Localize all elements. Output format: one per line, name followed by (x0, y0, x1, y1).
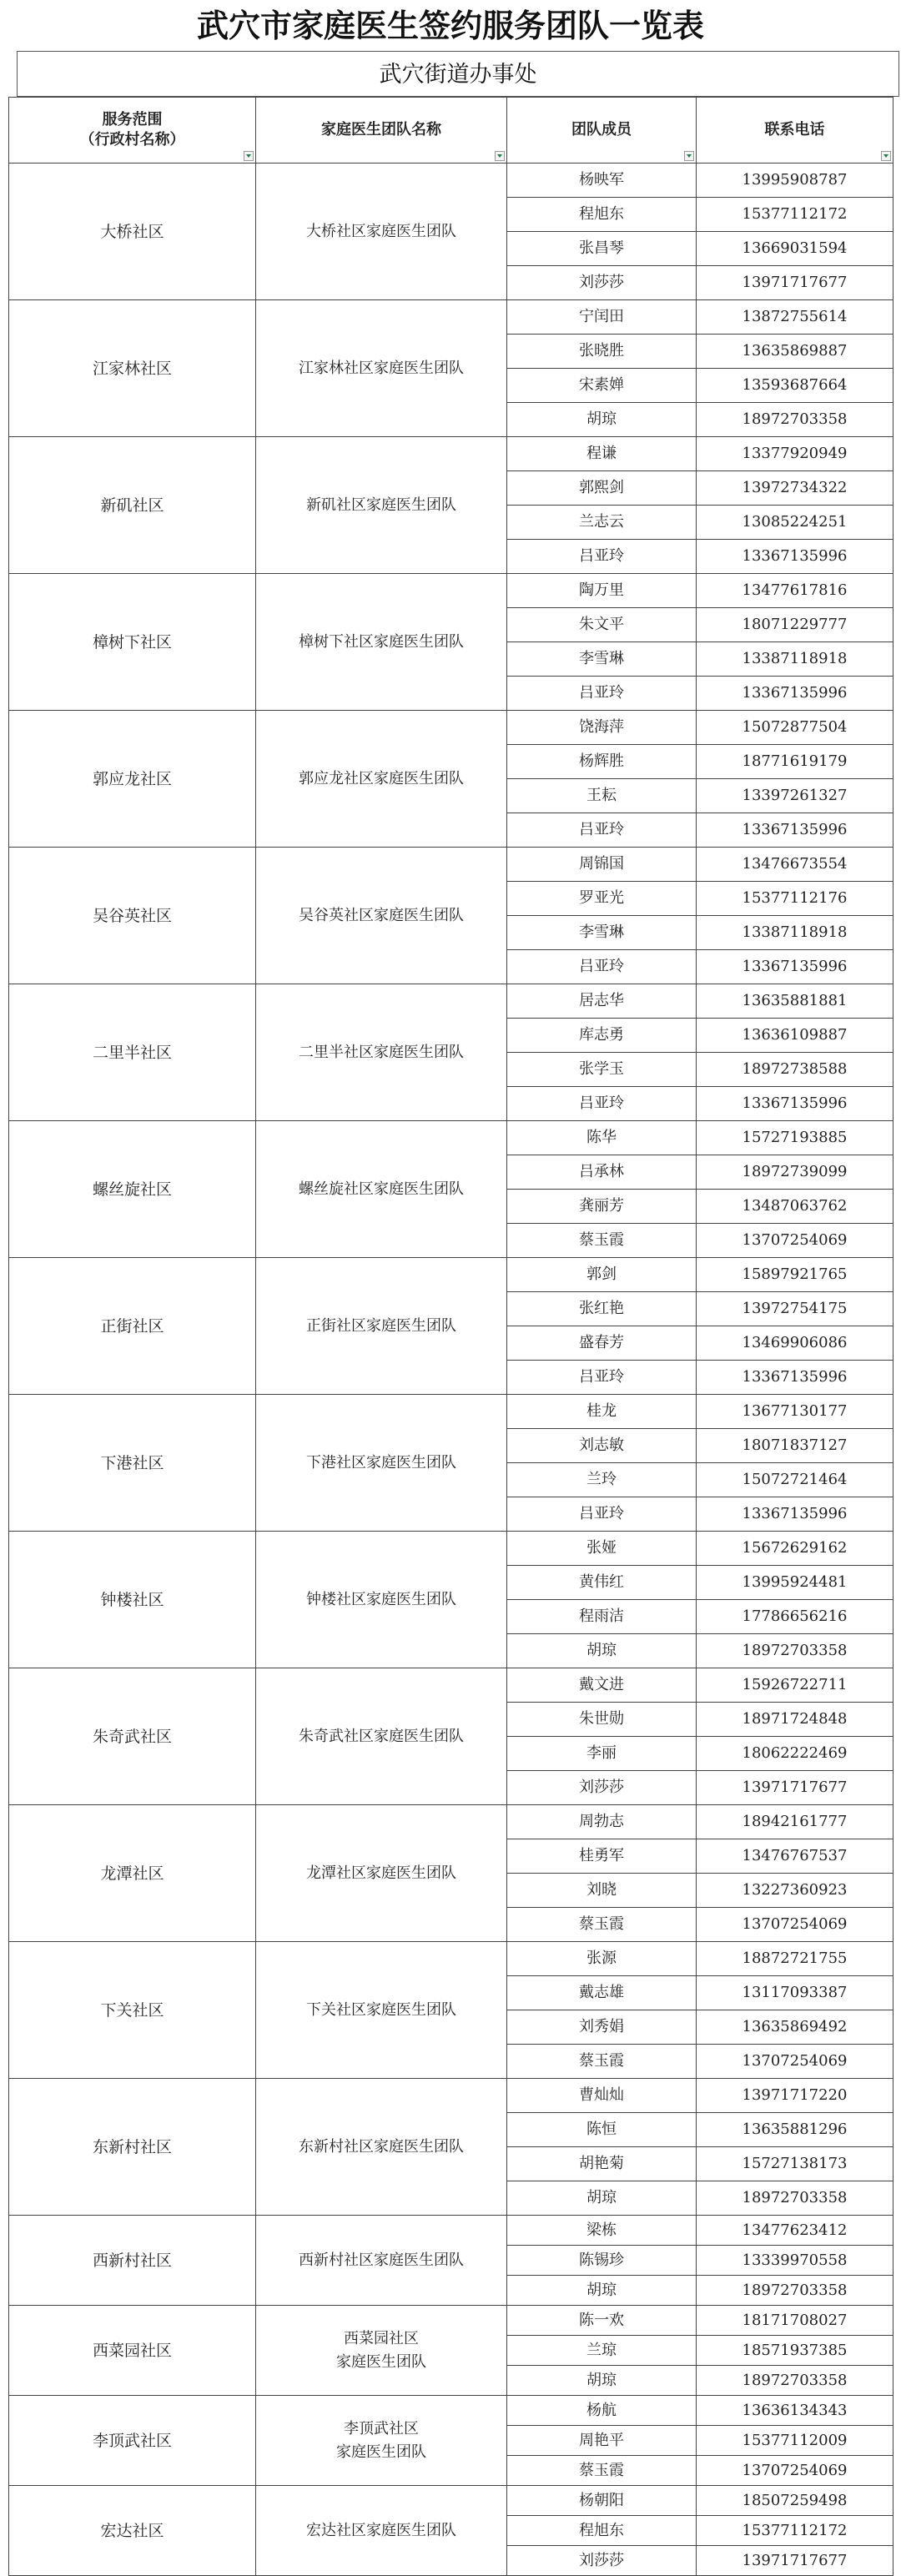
phone-cell: 13635881296 (697, 2113, 893, 2147)
member-name-cell: 蔡玉霞 (507, 2456, 697, 2486)
team-name-cell (256, 2396, 507, 2486)
member-name-cell: 吕亚玲 (507, 677, 697, 711)
phone-cell: 13377920949 (697, 437, 893, 471)
phone-cell: 15377112172 (697, 2516, 893, 2546)
table-row (9, 1121, 893, 1155)
office-name-row: 武穴街道办事处 (17, 51, 899, 97)
member-name-cell: 戴志雄 (507, 1976, 697, 2010)
phone-cell: 18942161777 (697, 1805, 893, 1839)
member-name-cell: 蔡玉霞 (507, 1224, 697, 1258)
member-name-cell: 刘晓 (507, 1874, 697, 1908)
team-name-line: 李顶武社区 (344, 2419, 419, 2438)
member-name-cell: 刘莎莎 (507, 266, 697, 300)
member-name-cell: 吕承林 (507, 1155, 697, 1190)
header-phone-label: 联系电话 (764, 121, 825, 138)
phone-cell: 13707254069 (697, 2456, 893, 2486)
table-row (9, 1942, 893, 1976)
team-name-line: 正街社区家庭医生团队 (306, 1316, 456, 1335)
phone-cell: 13085224251 (697, 506, 893, 540)
team-name-cell (256, 848, 507, 984)
member-name-cell: 黄伟红 (507, 1566, 697, 1600)
phone-cell: 18071229777 (697, 608, 893, 642)
community-cell: 下关社区 (9, 1942, 256, 2079)
phone-cell: 18972738588 (697, 1053, 893, 1087)
phone-cell: 15072877504 (697, 711, 893, 745)
community-cell: 下港社区 (9, 1395, 256, 1532)
team-name-line: 下港社区家庭医生团队 (306, 1453, 456, 1472)
phone-cell: 13367135996 (697, 1361, 893, 1395)
table-row (9, 574, 893, 608)
phone-cell: 18972703358 (697, 1634, 893, 1668)
phone-cell: 13487063762 (697, 1190, 893, 1224)
table-body (9, 164, 893, 2576)
phone-cell: 13636134343 (697, 2396, 893, 2426)
team-name-line: 西菜园社区 (344, 2329, 419, 2347)
member-name-cell: 程旭东 (507, 198, 697, 232)
member-name-cell: 张昌琴 (507, 232, 697, 266)
phone-cell: 13117093387 (697, 1976, 893, 2010)
community-cell: 吴谷英社区 (9, 848, 256, 984)
table-row (9, 1668, 893, 1703)
filter-dropdown-icon[interactable] (495, 151, 505, 161)
community-cell: 西菜园社区 (9, 2306, 256, 2396)
phone-cell: 18972703358 (697, 403, 893, 437)
phone-cell: 13397261327 (697, 779, 893, 813)
phone-cell: 13469906086 (697, 1326, 893, 1361)
header-phone (697, 98, 893, 164)
member-name-cell: 王耘 (507, 779, 697, 813)
member-name-cell: 宁闰田 (507, 300, 697, 335)
table-row (9, 164, 893, 198)
member-name-cell: 陶万里 (507, 574, 697, 608)
member-name-cell: 蔡玉霞 (507, 1908, 697, 1942)
phone-cell: 13707254069 (697, 1224, 893, 1258)
phone-cell: 15072721464 (697, 1463, 893, 1497)
team-name-cell (256, 164, 507, 300)
phone-cell: 15672629162 (697, 1532, 893, 1566)
member-name-cell: 饶海萍 (507, 711, 697, 745)
phone-cell: 15377112009 (697, 2426, 893, 2456)
table-row (9, 848, 893, 882)
table-row (9, 2306, 893, 2336)
team-name-cell (256, 711, 507, 848)
phone-cell: 18872721755 (697, 1942, 893, 1976)
member-name-cell: 梁栋 (507, 2216, 697, 2246)
team-name-line: 朱奇武社区家庭医生团队 (299, 1727, 464, 1745)
member-name-cell: 朱世勋 (507, 1703, 697, 1737)
phone-cell: 15727138173 (697, 2147, 893, 2181)
member-name-cell: 宋素婵 (507, 369, 697, 403)
table-row (9, 1395, 893, 1429)
phone-cell: 13367135996 (697, 813, 893, 848)
team-name-line: 江家林社区家庭医生团队 (299, 359, 464, 377)
team-name-cell (256, 1532, 507, 1668)
table-row (9, 1258, 893, 1292)
phone-cell: 13971717677 (697, 1771, 893, 1805)
team-name-line: 二里半社区家庭医生团队 (299, 1043, 464, 1061)
table-row (9, 711, 893, 745)
phone-cell: 15727193885 (697, 1121, 893, 1155)
phone-cell: 13476673554 (697, 848, 893, 882)
member-name-cell: 周勃志 (507, 1805, 697, 1839)
phone-cell: 18971724848 (697, 1703, 893, 1737)
community-cell: 二里半社区 (9, 984, 256, 1121)
community-cell: 李顶武社区 (9, 2396, 256, 2486)
member-name-cell: 刘莎莎 (507, 1771, 697, 1805)
member-name-cell: 周锦国 (507, 848, 697, 882)
member-name-cell: 兰玲 (507, 1463, 697, 1497)
member-name-cell: 吕亚玲 (507, 1361, 697, 1395)
member-name-cell: 陈一欢 (507, 2306, 697, 2336)
team-name-cell (256, 2306, 507, 2396)
member-name-cell: 杨映军 (507, 164, 697, 198)
team-name-cell (256, 300, 507, 437)
member-name-cell: 朱文平 (507, 608, 697, 642)
member-name-cell: 兰琼 (507, 2336, 697, 2366)
member-name-cell: 居志华 (507, 984, 697, 1019)
filter-dropdown-icon[interactable] (244, 151, 254, 161)
member-name-cell: 杨辉胜 (507, 745, 697, 779)
phone-cell: 13227360923 (697, 1874, 893, 1908)
member-name-cell: 陈华 (507, 1121, 697, 1155)
team-name-cell (256, 1942, 507, 2079)
header-team-name-label: 家庭医生团队名称 (321, 121, 441, 138)
member-name-cell: 张晓胜 (507, 335, 697, 369)
team-name-line: 下关社区家庭医生团队 (306, 2000, 456, 2019)
member-name-cell: 罗亚光 (507, 882, 697, 916)
phone-cell: 13635881881 (697, 984, 893, 1019)
member-name-cell: 杨朝阳 (507, 2486, 697, 2516)
member-name-cell: 周艳平 (507, 2426, 697, 2456)
community-cell: 西新村社区 (9, 2216, 256, 2306)
table-row (9, 437, 893, 471)
member-name-cell: 李雪琳 (507, 642, 697, 677)
phone-cell: 13636109887 (697, 1019, 893, 1053)
member-name-cell: 张学玉 (507, 1053, 697, 1087)
team-name-line: 钟楼社区家庭医生团队 (306, 1590, 456, 1608)
phone-cell: 13387118918 (697, 916, 893, 950)
phone-cell: 13635869887 (697, 335, 893, 369)
community-cell: 螺丝旋社区 (9, 1121, 256, 1258)
team-name-line: 郭应龙社区家庭医生团队 (299, 769, 464, 787)
member-name-cell: 桂龙 (507, 1395, 697, 1429)
member-name-cell: 张源 (507, 1942, 697, 1976)
team-name-line: 家庭医生团队 (336, 2443, 426, 2461)
member-name-cell: 郭剑 (507, 1258, 697, 1292)
member-name-cell: 吕亚玲 (507, 1087, 697, 1121)
phone-cell: 18062222469 (697, 1737, 893, 1771)
phone-cell: 13635869492 (697, 2010, 893, 2045)
phone-cell: 13707254069 (697, 1908, 893, 1942)
phone-cell: 13477623412 (697, 2216, 893, 2246)
phone-cell: 13367135996 (697, 1087, 893, 1121)
phone-cell: 13367135996 (697, 950, 893, 984)
member-name-cell: 郭熙剑 (507, 471, 697, 506)
community-cell: 东新村社区 (9, 2079, 256, 2216)
team-name-line: 螺丝旋社区家庭医生团队 (299, 1180, 464, 1198)
team-name-line: 吴谷英社区家庭医生团队 (299, 906, 464, 924)
table-row (9, 300, 893, 335)
header-team-members-label: 团队成员 (571, 121, 632, 138)
member-name-cell: 胡琼 (507, 1634, 697, 1668)
team-name-cell (256, 2079, 507, 2216)
member-name-cell: 刘志敏 (507, 1429, 697, 1463)
phone-cell: 18972703358 (697, 2276, 893, 2306)
member-name-cell: 刘秀娟 (507, 2010, 697, 2045)
community-cell: 樟树下社区 (9, 574, 256, 711)
phone-cell: 13367135996 (697, 540, 893, 574)
phone-cell: 13995924481 (697, 1566, 893, 1600)
team-name-line: 西新村社区家庭医生团队 (299, 2251, 464, 2269)
page-title: 武穴市家庭医生签约服务团队一览表 (196, 7, 704, 44)
member-name-cell: 陈锡珍 (507, 2246, 697, 2276)
phone-cell: 13677130177 (697, 1395, 893, 1429)
header-row (9, 98, 893, 164)
phone-cell: 13995908787 (697, 164, 893, 198)
table-row (9, 984, 893, 1019)
member-name-cell: 兰志云 (507, 506, 697, 540)
filter-dropdown-icon[interactable] (684, 151, 694, 161)
member-name-cell: 胡艳菊 (507, 2147, 697, 2181)
team-name-line: 家庭医生团队 (336, 2352, 426, 2371)
team-name-cell (256, 1395, 507, 1532)
phone-cell: 18972703358 (697, 2366, 893, 2396)
team-name-cell (256, 1258, 507, 1395)
table-row (9, 2396, 893, 2426)
community-cell: 宏达社区 (9, 2486, 256, 2576)
member-name-cell: 李雪琳 (507, 916, 697, 950)
member-name-cell: 吕亚玲 (507, 813, 697, 848)
phone-cell: 13387118918 (697, 642, 893, 677)
member-name-cell: 胡琼 (507, 403, 697, 437)
member-name-cell: 胡琼 (507, 2366, 697, 2396)
member-name-cell: 程雨洁 (507, 1600, 697, 1634)
member-name-cell: 胡琼 (507, 2276, 697, 2306)
phone-cell: 18071837127 (697, 1429, 893, 1463)
community-cell: 郭应龙社区 (9, 711, 256, 848)
table-row (9, 2079, 893, 2113)
member-name-cell: 张红艳 (507, 1292, 697, 1326)
phone-cell: 18972739099 (697, 1155, 893, 1190)
team-name-cell (256, 1805, 507, 1942)
member-name-cell: 程旭东 (507, 2516, 697, 2546)
table-row (9, 1532, 893, 1566)
phone-cell: 13707254069 (697, 2045, 893, 2079)
phone-cell: 13872755614 (697, 300, 893, 335)
member-name-cell: 胡琼 (507, 2181, 697, 2216)
team-name-line: 大桥社区家庭医生团队 (306, 222, 456, 240)
phone-cell: 13972734322 (697, 471, 893, 506)
phone-cell: 18571937385 (697, 2336, 893, 2366)
member-name-cell: 杨航 (507, 2396, 697, 2426)
member-name-cell: 盛春芳 (507, 1326, 697, 1361)
community-cell: 朱奇武社区 (9, 1668, 256, 1805)
phone-cell: 13593687664 (697, 369, 893, 403)
phone-cell: 13971717677 (697, 266, 893, 300)
member-name-cell: 吕亚玲 (507, 950, 697, 984)
phone-cell: 13339970558 (697, 2246, 893, 2276)
phone-cell: 13971717220 (697, 2079, 893, 2113)
member-name-cell: 陈恒 (507, 2113, 697, 2147)
community-cell: 龙潭社区 (9, 1805, 256, 1942)
member-name-cell: 张娅 (507, 1532, 697, 1566)
table-row (9, 1805, 893, 1839)
phone-cell: 13367135996 (697, 677, 893, 711)
header-service-area-line2: （行政村名称） (79, 131, 185, 148)
member-name-cell: 桂勇军 (507, 1839, 697, 1874)
member-name-cell: 戴文进 (507, 1668, 697, 1703)
team-name-cell (256, 574, 507, 711)
phone-cell: 13476767537 (697, 1839, 893, 1874)
phone-cell: 18507259498 (697, 2486, 893, 2516)
community-cell: 钟楼社区 (9, 1532, 256, 1668)
phone-cell: 13669031594 (697, 232, 893, 266)
team-name-line: 东新村社区家庭医生团队 (299, 2137, 464, 2156)
team-name-line: 樟树下社区家庭医生团队 (299, 632, 464, 651)
phone-cell: 15897921765 (697, 1258, 893, 1292)
phone-cell: 18972703358 (697, 2181, 893, 2216)
header-team-name (256, 98, 507, 164)
filter-dropdown-icon[interactable] (881, 151, 891, 161)
member-name-cell: 程谦 (507, 437, 697, 471)
header-service-area-line1: 服务范围 (102, 111, 163, 128)
phone-cell: 15926722711 (697, 1668, 893, 1703)
community-cell: 正街社区 (9, 1258, 256, 1395)
member-name-cell: 龚丽芳 (507, 1190, 697, 1224)
team-name-cell (256, 1121, 507, 1258)
team-name-cell (256, 1668, 507, 1805)
community-cell: 新矶社区 (9, 437, 256, 574)
team-table (8, 97, 893, 2576)
member-name-cell: 曹灿灿 (507, 2079, 697, 2113)
header-team-members (507, 98, 697, 164)
phone-cell: 15377112176 (697, 882, 893, 916)
phone-cell: 13367135996 (697, 1497, 893, 1532)
team-name-line: 龙潭社区家庭医生团队 (306, 1864, 456, 1882)
phone-cell: 13477617816 (697, 574, 893, 608)
member-name-cell: 吕亚玲 (507, 540, 697, 574)
team-name-line: 宏达社区家庭医生团队 (306, 2521, 456, 2539)
phone-cell: 15377112172 (697, 198, 893, 232)
team-name-line: 新矶社区家庭医生团队 (306, 496, 456, 514)
phone-cell: 17786656216 (697, 1600, 893, 1634)
member-name-cell: 蔡玉霞 (507, 2045, 697, 2079)
team-name-cell (256, 2216, 507, 2306)
team-name-cell (256, 984, 507, 1121)
member-name-cell: 吕亚玲 (507, 1497, 697, 1532)
phone-cell: 13971717677 (697, 2546, 893, 2576)
member-name-cell: 库志勇 (507, 1019, 697, 1053)
phone-cell: 18171708027 (697, 2306, 893, 2336)
phone-cell: 13972754175 (697, 1292, 893, 1326)
member-name-cell: 李丽 (507, 1737, 697, 1771)
table-row (9, 2216, 893, 2246)
member-name-cell: 刘莎莎 (507, 2546, 697, 2576)
table-row (9, 2486, 893, 2516)
community-cell: 江家林社区 (9, 300, 256, 437)
community-cell: 大桥社区 (9, 164, 256, 300)
phone-cell: 18771619179 (697, 745, 893, 779)
team-name-cell (256, 437, 507, 574)
team-name-cell (256, 2486, 507, 2576)
header-service-area (9, 98, 256, 164)
